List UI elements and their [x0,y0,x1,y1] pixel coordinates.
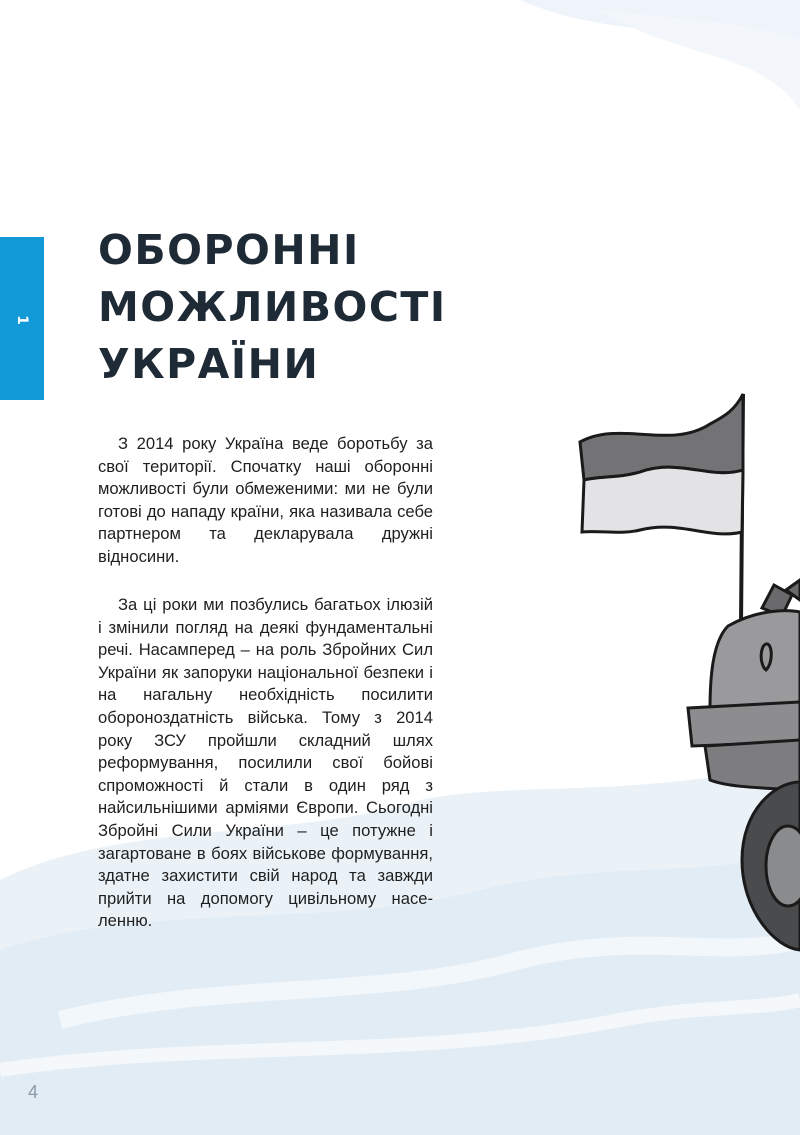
page-title [98,222,447,393]
title-line-3: УКРАЇНИ [98,340,320,388]
armored-vehicle-with-flag-icon [560,380,800,980]
body-paragraph-1: З 2014 року Україна веде боротьбу за свої території. Спочатку наші оборонні можливості були обмеженими: ми не були готові до нападу країни, яка називала себе партнером та декларувала дружні відносини. [98,434,433,566]
title-line-1: ОБОРОННІ [98,226,360,274]
chapter-number: 1 [14,315,30,325]
title-line-2: МОЖЛИВОСТІ [98,283,447,331]
body-paragraph-2: За ці роки ми позбулись багатьох ілюзій і змінили погляд на деякі фундаментальні речі. Насамперед – на роль Збройних Сил України як запоруки національної безпеки і на нагальну необхідність посилити обороноздатність війська. Тому з 2014 року ЗСУ пройшли складний шлях реформування, посилили свої бойові спроможності й стали в один ряд з найсильнішими арміями Європи. Сьогодні Збройні Сили України – це потужне і загартоване в боях військове формування, здатне захистити свій народ та завжди прийти на допомогу цивільному населенню. [98,595,433,931]
page-number: 4 [28,1082,39,1102]
